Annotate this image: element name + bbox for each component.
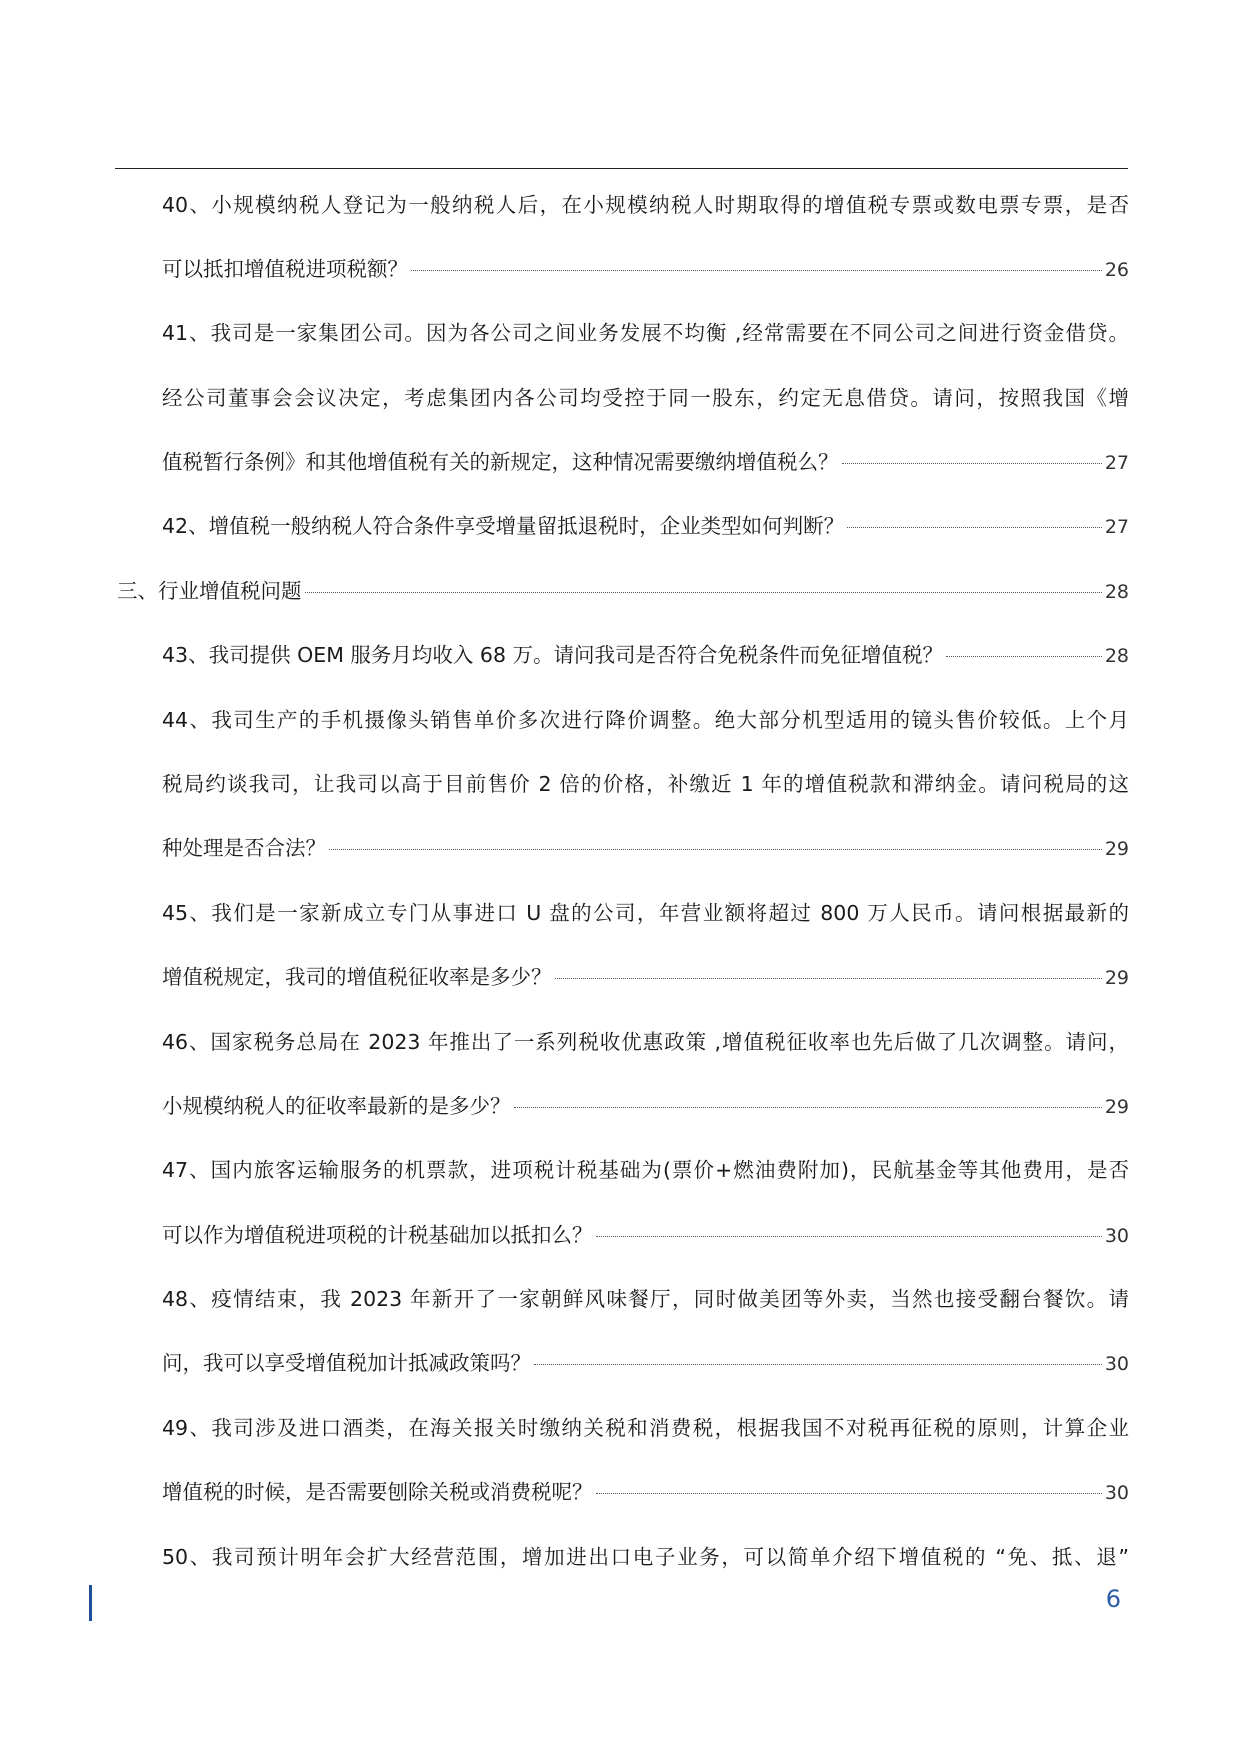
toc-item-48-page: 30	[1104, 1353, 1129, 1375]
toc-item-44-line-1[interactable]: 44、我司生产的手机摄像头销售单价多次进行降价调整。绝大部分机型适用的镜头售价较低。上个月	[162, 708, 1129, 732]
toc-item-43-entry[interactable]	[162, 638, 1129, 672]
toc-leader-dots	[847, 527, 1102, 528]
toc-item-47-line-1[interactable]: 47、国内旅客运输服务的机票款，进项税计税基础为(票价+燃油费附加)，民航基金等其他费用，是否	[162, 1158, 1129, 1182]
toc-item-41-entry[interactable]	[162, 445, 1129, 479]
toc-item-47-line-2: 可以作为增值税进项税的计税基础加以抵扣么？	[162, 1223, 593, 1247]
toc-item-47-entry[interactable]	[162, 1218, 1129, 1252]
toc-leader-dots	[411, 270, 1102, 271]
toc-item-45-entry[interactable]	[162, 960, 1129, 994]
toc-item-50-line-1[interactable]: 50、我司预计明年会扩大经营范围，增加进出口电子业务，可以简单介绍下增值税的 “免、抵、退”	[162, 1545, 1129, 1569]
toc-leader-dots	[305, 592, 1102, 593]
toc-leader-dots	[555, 978, 1102, 979]
toc-leader-dots	[514, 1107, 1102, 1108]
toc-item-41-line-3: 值税暂行条例》和其他增值税有关的新规定，这种情况需要缴纳增值税么？	[162, 450, 839, 474]
footer-accent-bar	[89, 1585, 92, 1621]
toc-item-40-line-1[interactable]: 40、小规模纳税人登记为一般纳税人后，在小规模纳税人时期取得的增值税专票或数电票专票，是否	[162, 193, 1129, 217]
toc-item-45-line-1[interactable]: 45、我们是一家新成立专门从事进口 U 盘的公司，年营业额将超过 800 万人民币。请问根据最新的	[162, 901, 1129, 925]
toc-item-42-line-1: 42、增值税一般纳税人符合条件享受增量留抵退税时，企业类型如何判断？	[162, 514, 845, 538]
toc-leader-dots	[329, 849, 1102, 850]
toc-item-43-page: 28	[1104, 645, 1129, 667]
toc-item-45-line-2: 增值税规定，我司的增值税征收率是多少？	[162, 965, 552, 989]
toc-item-40-entry[interactable]	[162, 252, 1129, 286]
toc-item-42-entry[interactable]	[162, 509, 1129, 543]
toc-item-44-line-3: 种处理是否合法？	[162, 836, 326, 860]
toc-leader-dots	[596, 1493, 1102, 1494]
toc-item-46-page: 29	[1104, 1096, 1129, 1118]
toc-item-46-entry[interactable]	[162, 1089, 1129, 1123]
toc-item-46-line-2: 小规模纳税人的征收率最新的是多少？	[162, 1094, 511, 1118]
toc-item-49-entry[interactable]	[162, 1475, 1129, 1509]
toc-item-48-line-2: 问，我可以享受增值税加计抵减政策吗？	[162, 1351, 531, 1375]
toc-section-3-entry[interactable]	[117, 574, 1129, 608]
toc-leader-dots	[534, 1364, 1102, 1365]
toc-item-49-line-1[interactable]: 49、我司涉及进口酒类，在海关报关时缴纳关税和消费税，根据我国不对税再征税的原则，计算企业	[162, 1416, 1129, 1440]
toc-item-44-line-2[interactable]: 税局约谈我司，让我司以高于目前售价 2 倍的价格，补缴近 1 年的增值税款和滞纳金。请问税局的这	[162, 772, 1129, 796]
toc-item-42-page: 27	[1104, 516, 1129, 538]
toc-item-48-entry[interactable]	[162, 1346, 1129, 1380]
page-number: 6	[1105, 1585, 1121, 1613]
toc-item-40-line-2: 可以抵扣增值税进项税额？	[162, 257, 408, 281]
toc-item-45-page: 29	[1104, 967, 1129, 989]
toc-section-3-page: 28	[1104, 581, 1129, 603]
toc-leader-dots	[842, 463, 1102, 464]
toc-item-41-page: 27	[1104, 452, 1129, 474]
toc-item-41-line-1[interactable]: 41、我司是一家集团公司。因为各公司之间业务发展不均衡 ,经常需要在不同公司之间进行资金借贷。	[162, 321, 1129, 345]
toc-leader-dots	[946, 656, 1102, 657]
toc-item-49-page: 30	[1104, 1482, 1129, 1504]
toc-section-3-title: 三、行业增值税问题	[117, 579, 302, 603]
toc-item-49-line-2: 增值税的时候，是否需要刨除关税或消费税呢？	[162, 1480, 593, 1504]
toc-item-44-page: 29	[1104, 838, 1129, 860]
toc-item-47-page: 30	[1104, 1225, 1129, 1247]
toc-item-46-line-1[interactable]: 46、国家税务总局在 2023 年推出了一系列税收优惠政策 ,增值税征收率也先后做了几次调整。请问，	[162, 1030, 1129, 1054]
toc-leader-dots	[596, 1236, 1102, 1237]
toc-item-48-line-1[interactable]: 48、疫情结束，我 2023 年新开了一家朝鲜风味餐厅，同时做美团等外卖，当然也接受翻台餐饮。请	[162, 1287, 1129, 1311]
toc-item-43-line-1: 43、我司提供 OEM 服务月均收入 68 万。请问我司是否符合免税条件而免征增值税？	[162, 643, 944, 667]
toc-item-40-page: 26	[1104, 259, 1129, 281]
toc-item-44-entry[interactable]	[162, 831, 1129, 865]
toc-item-41-line-2[interactable]: 经公司董事会会议决定，考虑集团内各公司均受控于同一股东，约定无息借贷。请问，按照我国《增	[162, 386, 1129, 410]
